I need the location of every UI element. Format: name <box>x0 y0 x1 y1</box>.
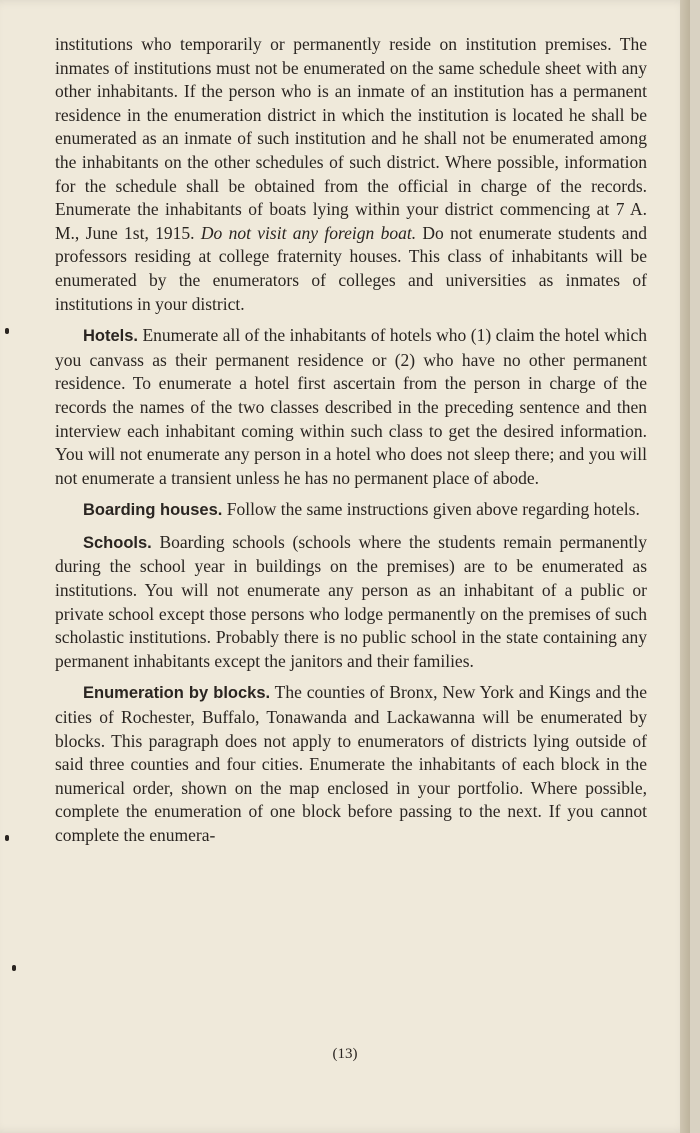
margin-mark <box>5 328 9 334</box>
paragraph-text: The counties of Bronx, New York and Kings and the cities of Rochester, Buffalo, Tonawanda and Lackawanna will be enumerated by blocks. This paragraph does not apply to enumerators of districts lying outside of said three counties and four cities. Enumerate the inhabitants of each block in the numerical order, shown on the map enclosed in your portfolio. Where possible, complete the enumeration of one block before passing to the next. If you cannot complete the enumera- <box>55 682 648 845</box>
section-heading: Enumeration by blocks. <box>83 684 271 703</box>
paragraph-text: Boarding schools (schools where the students remain permanently during the school year in buildings on the premises) are to be enumerated as institutions. You will not enumerate any person as an inhabitant of a public or private school except those persons who lodge permanently on the premises of such scholastic institutions. Probably there is no public school in the state containing any permanent inhabitants except the janitors and their families. <box>55 531 647 671</box>
paragraph-text: Do not enumerate students and professors residing at college fraternity houses. This class of inhabitants will be enumerated by the enumerators of colleges and universities as inmates of institutions in your district. <box>55 222 647 314</box>
emphasis-text: Do not visit any foreign boat. <box>200 222 417 243</box>
page-number: (13) <box>332 1046 358 1062</box>
margin-mark <box>5 835 9 841</box>
paragraph-text: Enumerate all of the inhabitants of hotels who (1) claim the hotel which you canvass as their permanent residence or (2) who have no other permanent residence. To enumerate a hotel first ascertain from the person in charge of the records the names of the two classes described in the preceding sentence and then interview each inhabitant coming within such class to get the desired information. You will not enumerate any person in a hotel who does not sleep there; and you will not enumerate a transient unless he has no permanent place of abode. <box>55 325 648 488</box>
paragraph-hotels <box>55 324 647 490</box>
page-edge <box>680 0 690 1133</box>
paragraph-schools <box>55 531 647 674</box>
paragraph-text: institutions who temporarily or permanently reside on institution premises. The inmates of institutions must not be enumerated on the same schedule sheet with any other inhabitants. If the person who is an inmate of an institution has a permanent residence in the enumeration district in which the institution is located he shall be enumerated as an inmate of such institution and he shall not be enumerated among the inhabitants on the other schedules of such district. Where possible, information for the schedule shall be obtained from the official in charge of the records. Enumerate the inhabitants of boats lying within your district commencing at 7 A. M., June 1st, 1915. <box>55 34 647 243</box>
section-heading: Schools. <box>83 533 152 552</box>
section-heading: Boarding houses. <box>83 501 223 520</box>
paragraph-institutions <box>55 33 647 316</box>
paragraph-boarding-houses <box>55 498 647 523</box>
paragraph-enumeration-by-blocks <box>55 681 647 847</box>
margin-mark <box>12 965 16 971</box>
body-text <box>55 33 647 856</box>
paragraph-text: Follow the same instructions given above regarding hotels. <box>226 499 640 520</box>
section-heading: Hotels. <box>83 327 139 346</box>
